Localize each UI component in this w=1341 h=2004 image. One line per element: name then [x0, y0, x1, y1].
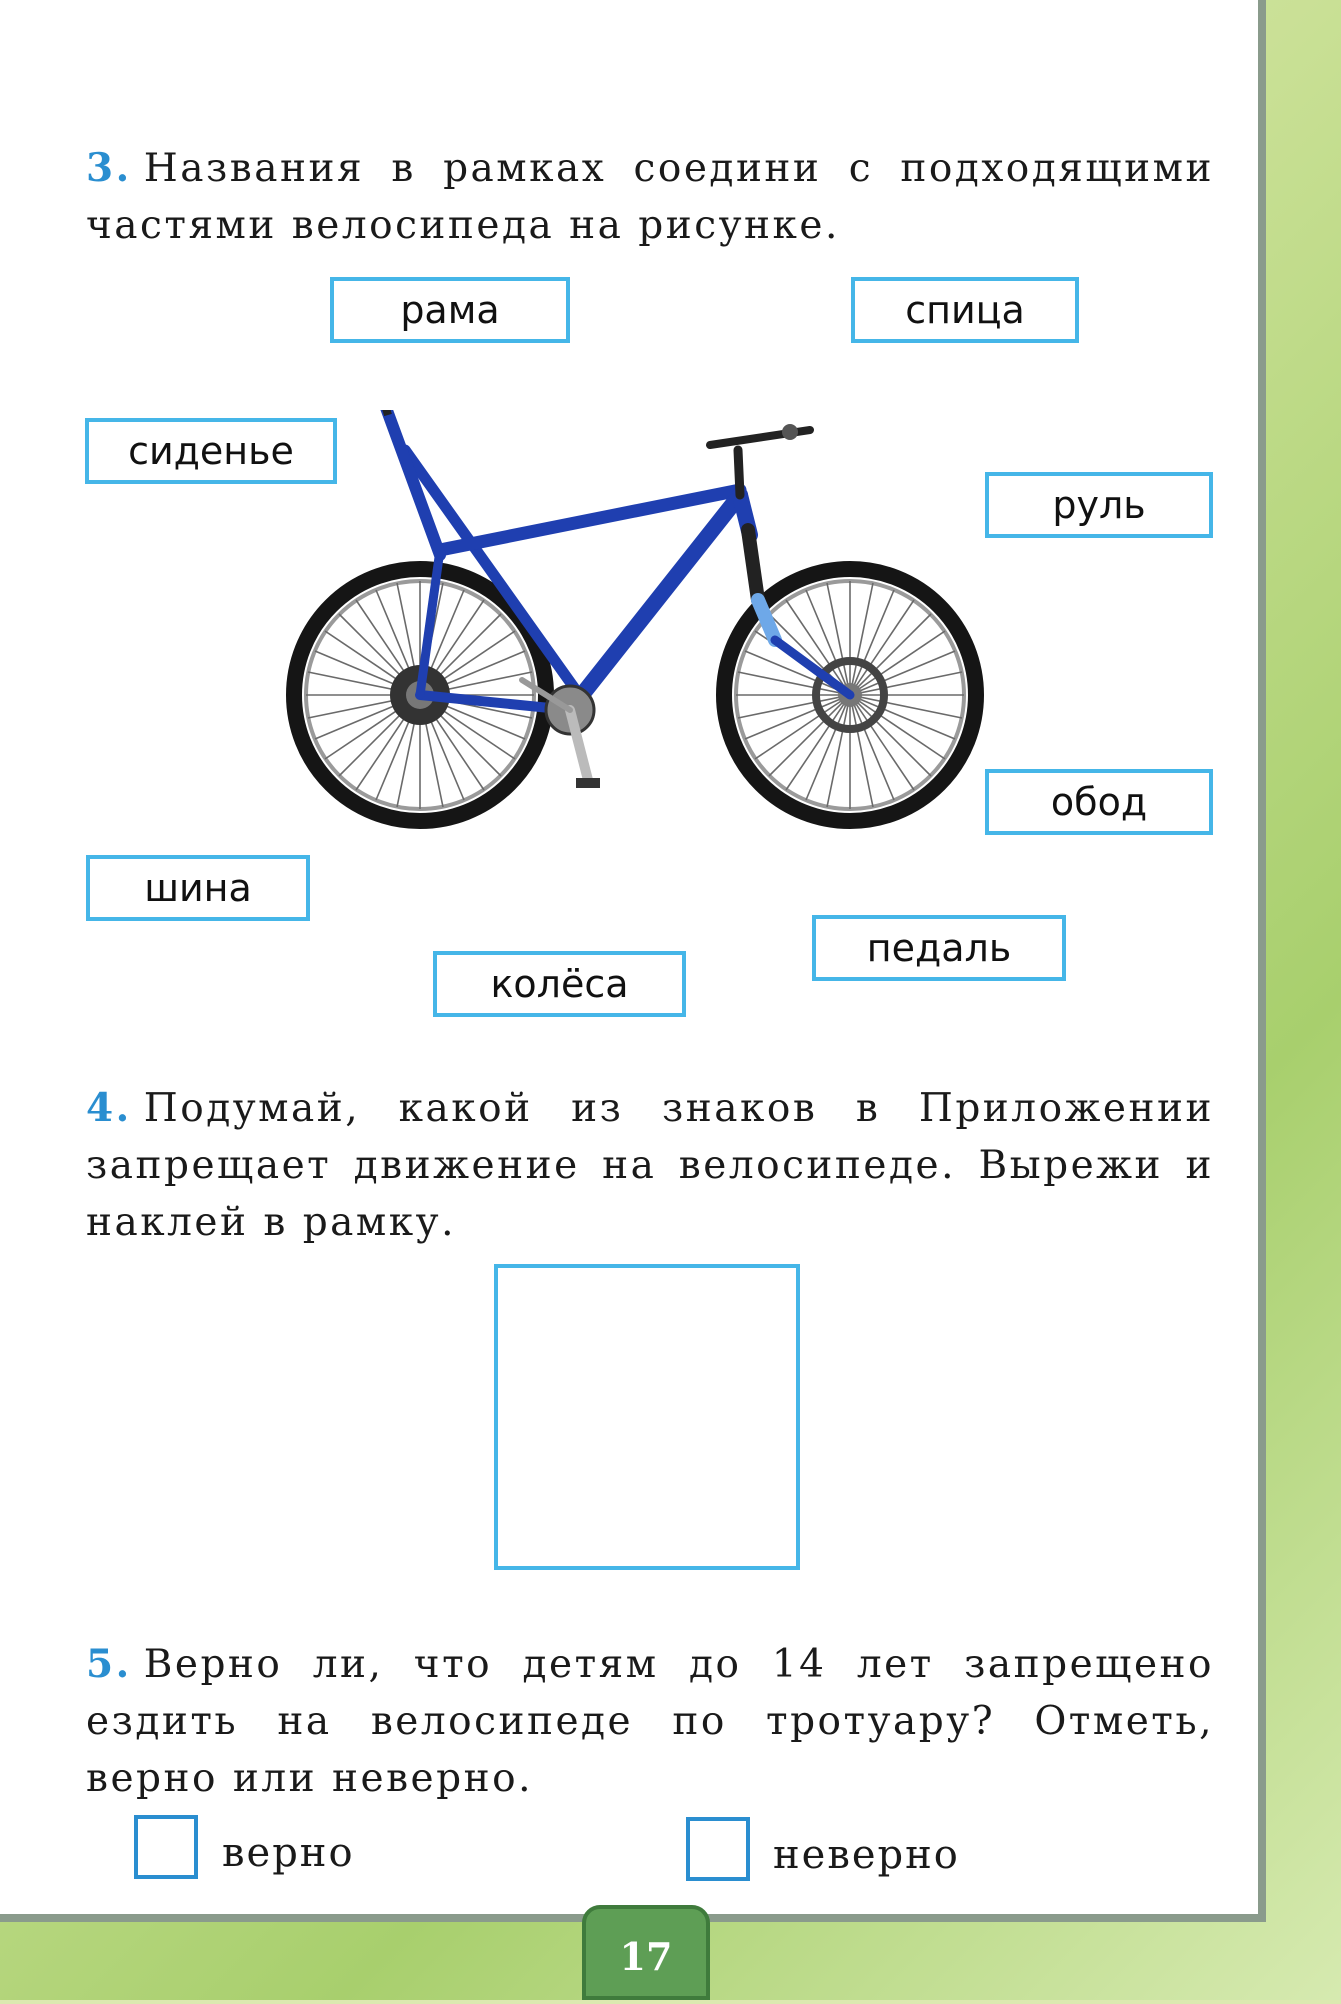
task-4 [86, 1080, 1214, 1251]
task-5-number: 5. [86, 1641, 132, 1687]
handlebar [710, 424, 810, 495]
option-true-label: верно [222, 1830, 355, 1876]
label-handlebar[interactable]: руль [985, 472, 1213, 538]
label-pedal[interactable]: педаль [812, 915, 1066, 981]
label-seat[interactable]: сиденье [85, 418, 337, 484]
front-fork [748, 530, 850, 695]
checkbox-true[interactable] [134, 1815, 198, 1879]
task-4-number: 4. [86, 1085, 132, 1131]
label-wheels[interactable]: колёса [433, 951, 686, 1017]
task-5-text: Верно ли, что детям до 14 лет запрещено ездить на велосипеде по тротуару? Отметь, верно или неверно. [86, 1642, 1214, 1801]
label-spoke[interactable]: спица [851, 277, 1079, 343]
checkbox-false[interactable] [686, 1817, 750, 1881]
task-3-text: Названия в рамках соедини с подходящими частями велосипеда на рисунке. [86, 146, 1214, 248]
sign-paste-frame[interactable] [494, 1264, 800, 1570]
label-tire[interactable]: шина [86, 855, 310, 921]
bicycle-illustration [270, 410, 990, 850]
label-frame[interactable]: рама [330, 277, 570, 343]
task-3-number: 3. [86, 145, 132, 191]
task-3 [86, 140, 1214, 254]
option-false-label: неверно [773, 1832, 960, 1878]
page-number-tab: 17 [582, 1905, 710, 2000]
task-5 [86, 1636, 1214, 1807]
task-4-text: Подумай, какой из знаков в Приложении запрещает движение на велосипеде. Вырежи и наклей в рамку. [86, 1086, 1214, 1245]
label-rim[interactable]: обод [985, 769, 1213, 835]
